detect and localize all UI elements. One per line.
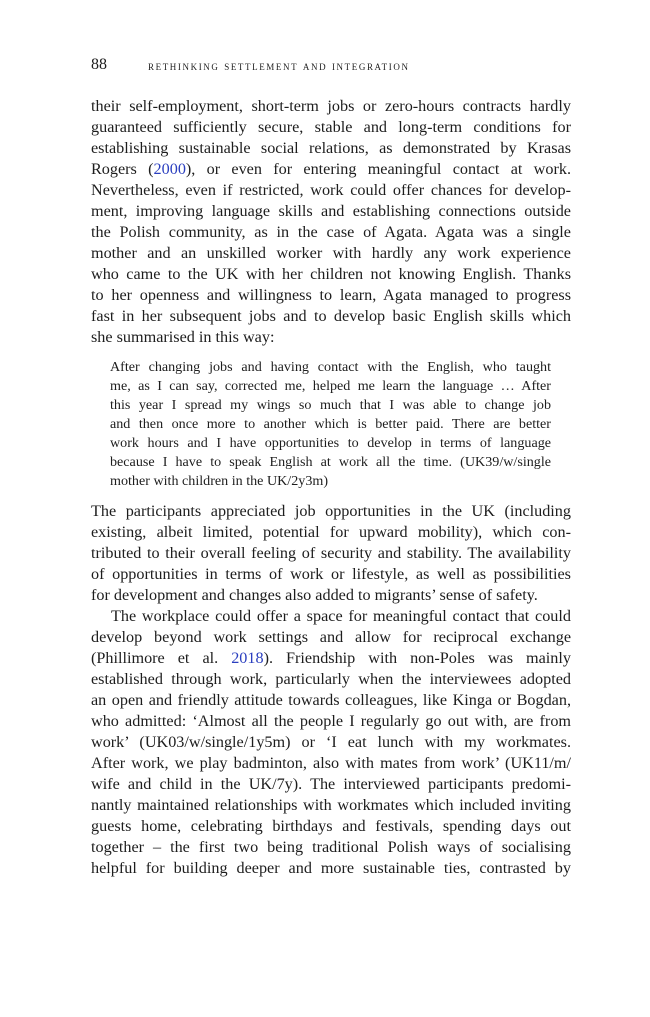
- text-line: established through work, particularly when the interviewees adopted: [91, 670, 571, 688]
- quote-line: mother with children in the UK/2y3m): [110, 473, 329, 489]
- text-fragment: (Phillimore et al.: [91, 649, 232, 667]
- text-line: an open and friendly attitude towards colleagues, like Kinga or Bogdan,: [91, 691, 571, 709]
- page-number: 88: [91, 56, 107, 73]
- text-line: fast in her subsequent jobs and to develop basic English skills which: [91, 307, 571, 325]
- quote-line: After changing jobs and having contact with the English, who taught: [110, 359, 551, 375]
- text-line: nantly maintained relationships with workmates which included inviting: [91, 796, 571, 814]
- text-line: guaranteed sufficiently secure, stable and long-term conditions for: [91, 118, 571, 136]
- block-quote: [110, 358, 551, 491]
- paragraph-2: [91, 501, 571, 606]
- citation-link-krasas-rogers[interactable]: 2000: [153, 160, 186, 178]
- text-line-with-citation: [91, 648, 571, 669]
- text-line-with-citation: [91, 159, 571, 180]
- text-line: existing, albeit limited, potential for upward mobility), which con-: [91, 523, 571, 541]
- text-line: she summarised in this way:: [91, 328, 275, 346]
- quote-line: this year I spread my wings so much that I was able to change job: [110, 397, 551, 413]
- text-line: work’ (UK03/w/single/1y5m) or ‘I eat lunch with my workmates.: [91, 733, 571, 751]
- text-line: ment, improving language skills and establishing connections outside: [91, 202, 571, 220]
- text-fragment: Rogers (: [91, 160, 154, 178]
- text-line: the Polish community, as in the case of Agata. Agata was a single: [91, 223, 571, 241]
- text-line: for development and changes also added to migrants’ sense of safety.: [91, 586, 538, 604]
- quote-line: and then once more to another which is better paid. There are better: [110, 416, 551, 432]
- running-head: rethinking settlement and integration: [148, 59, 410, 73]
- text-line: establishing sustainable social relations, as demonstrated by Krasas: [91, 139, 571, 157]
- quote-line: work hours and I have opportunities to develop in terms of language: [110, 435, 551, 451]
- citation-link-phillimore[interactable]: 2018: [231, 649, 264, 667]
- text-line: Nevertheless, even if restricted, work could offer chances for develop-: [91, 181, 571, 199]
- text-line: who admitted: ‘Almost all the people I regularly go out with, are from: [91, 712, 571, 730]
- text-line: guests home, celebrating birthdays and festivals, spending days out: [91, 817, 571, 835]
- text-line: wife and child in the UK/7y). The interviewed participants predomi-: [91, 775, 571, 793]
- text-line: helpful for building deeper and more sustainable ties, contrasted by: [91, 859, 571, 877]
- text-line: to her openness and willingness to learn, Agata managed to progress: [91, 286, 571, 304]
- text-fragment: ). Friendship with non-Poles was mainly: [263, 649, 571, 667]
- text-line: together – the first two being traditional Polish ways of socialising: [91, 838, 571, 856]
- text-line: tributed to their overall feeling of security and stability. The availability: [91, 544, 571, 562]
- text-line: who came to the UK with her children not knowing English. Thanks: [91, 265, 571, 283]
- quote-line: because I have to speak English at work all the time. (UK39/w/single: [110, 454, 551, 470]
- text-fragment: ), or even for entering meaningful contact at work.: [185, 160, 571, 178]
- text-line: The participants appreciated job opportunities in the UK (including: [91, 502, 571, 520]
- paragraph-3: [91, 606, 571, 879]
- paragraph-1: [91, 96, 571, 348]
- text-line: The workplace could offer a space for meaningful contact that could: [111, 607, 571, 625]
- body-text: [91, 96, 571, 879]
- quote-line: me, as I can say, corrected me, helped me learn the language … After: [110, 378, 551, 394]
- page-header: [91, 55, 571, 79]
- text-line: of opportunities in terms of work or lifestyle, as well as possibilities: [91, 565, 571, 583]
- text-line: mother and an unskilled worker with hardly any work experience: [91, 244, 571, 262]
- text-line: After work, we play badminton, also with mates from work’ (UK11/m/: [91, 754, 571, 772]
- text-line: their self-employment, short-term jobs or zero-hours contracts hardly: [91, 97, 571, 115]
- text-line: develop beyond work settings and allow for reciprocal exchange: [91, 628, 571, 646]
